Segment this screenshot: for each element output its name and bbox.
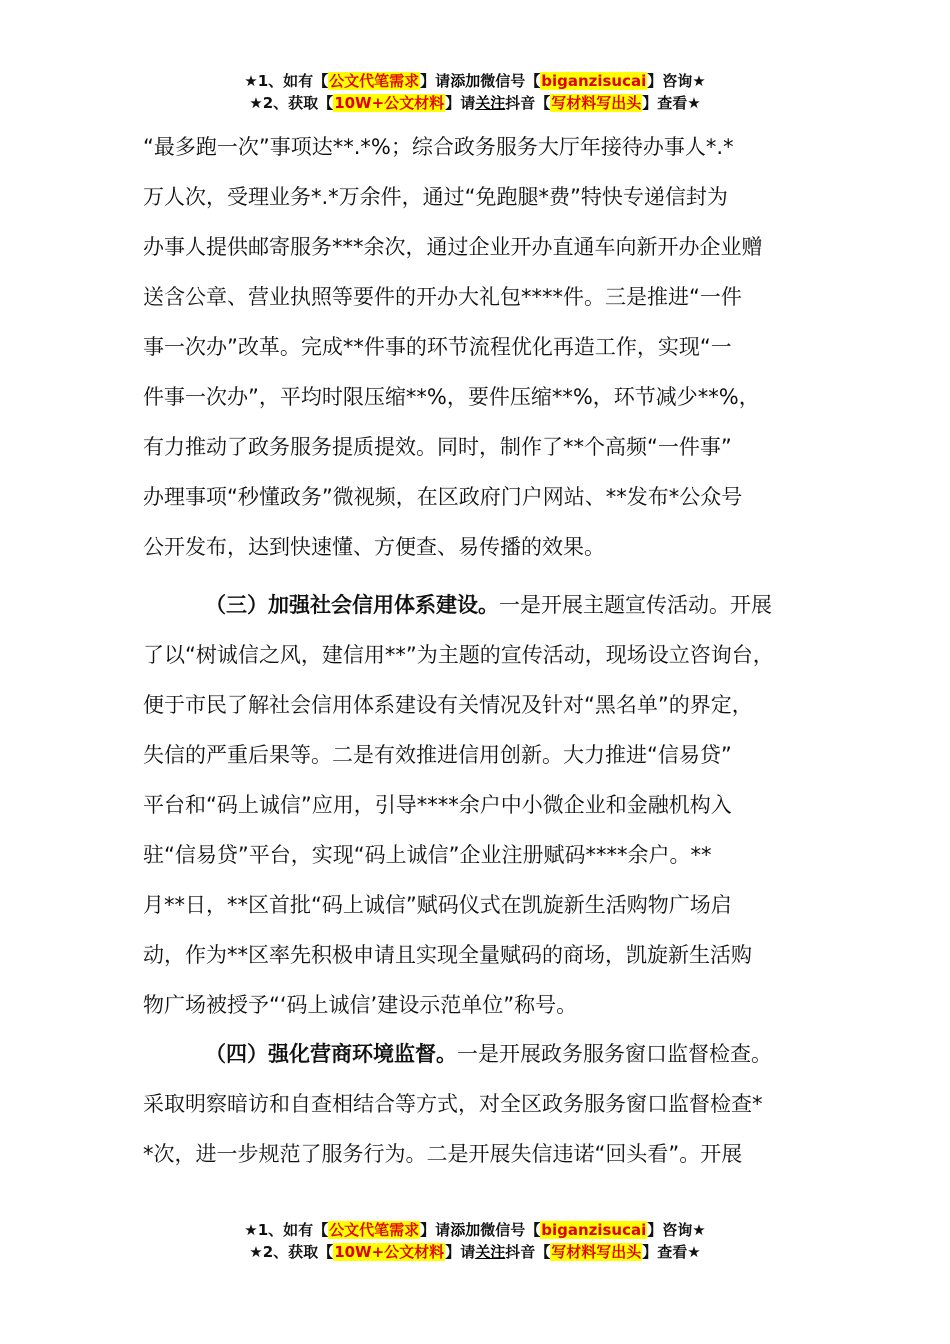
banner-text: 】请 bbox=[445, 1243, 476, 1261]
banner-line-2 bbox=[0, 92, 950, 114]
banner-highlight: 写材料写出头 bbox=[551, 1243, 642, 1261]
text-line: 万人次，受理业务*.*万余件，通过“免跑腿*费”特快专递信封为 bbox=[143, 185, 728, 209]
banner-text: ★1、如有【 bbox=[244, 1221, 329, 1239]
text-line: 有力推动了政务服务提质提效。同时，制作了**个高频“一件事” bbox=[143, 435, 732, 459]
banner-text: 】请 bbox=[420, 1221, 451, 1239]
text-line: 月**日，**区首批“码上诚信”赋码仪式在凯旋新生活购物广场启 bbox=[143, 893, 732, 917]
banner-text: 】咨询★ bbox=[647, 1221, 706, 1239]
banner-text: 抖音【 bbox=[505, 94, 551, 112]
banner-highlight: 10W+公文材料 bbox=[334, 1243, 445, 1261]
text-line: 动，作为**区率先积极申请且实现全量赋码的商场，凯旋新生活购 bbox=[143, 943, 752, 967]
text-line: 采取明察暗访和自查相结合等方式，对全区政务服务窗口监督检查* bbox=[143, 1092, 763, 1116]
paragraph-business-environment bbox=[143, 1029, 823, 1179]
text-line: 公开发布，达到快速懂、方便查、易传播的效果。 bbox=[143, 535, 605, 559]
text-line: *次，进一步规范了服务行为。二是开展失信违诺“回头看”。开展 bbox=[143, 1142, 743, 1166]
banner-highlight: 公文代笔需求 bbox=[329, 1221, 420, 1239]
paragraph-credit-system bbox=[143, 580, 823, 1030]
text-line: 驻“信易贷”平台，实现“码上诚信”企业注册赋码****余户。** bbox=[143, 843, 712, 867]
banner-text: 微信号【 bbox=[480, 1221, 541, 1239]
banner-emphasis: 添加 bbox=[450, 1221, 481, 1239]
section-heading: （三）加强社会信用体系建设。 bbox=[205, 593, 499, 617]
banner-highlight: 公文代笔需求 bbox=[329, 72, 420, 90]
text-line: 办事人提供邮寄服务***余次，通过企业开办直通车向新开办企业赠 bbox=[143, 235, 763, 259]
banner-text: 】查看★ bbox=[642, 1243, 701, 1261]
banner-emphasis: 添加 bbox=[450, 72, 481, 90]
banner-text: 微信号【 bbox=[480, 72, 541, 90]
text-line: 物广场被授予“‘码上诚信’建设示范单位”称号。 bbox=[143, 993, 578, 1017]
footer-banner bbox=[0, 1219, 950, 1263]
banner-line-1 bbox=[0, 70, 950, 92]
banner-text: 抖音【 bbox=[505, 1243, 551, 1261]
banner-line-1 bbox=[0, 1219, 950, 1241]
text-line: 办理事项“秒懂政务”微视频，在区政府门户网站、**发布*公众号 bbox=[143, 485, 743, 509]
banner-text: 】请 bbox=[420, 72, 451, 90]
text-line: 了以“树诚信之风，建信用**”为主题的宣传活动，现场设立咨询台， bbox=[143, 643, 774, 667]
banner-highlight: biganzisucai bbox=[541, 1221, 647, 1239]
banner-highlight: 写材料写出头 bbox=[551, 94, 642, 112]
section-heading: （四）强化营商环境监督。 bbox=[205, 1042, 457, 1066]
banner-text: 】咨询★ bbox=[647, 72, 706, 90]
text-line: “最多跑一次”事项达**.*%；综合政务服务大厅年接待办事人*.* bbox=[143, 135, 734, 159]
heading-rest: 一是开展主题宣传活动。开展 bbox=[499, 593, 772, 617]
text-line: 失信的严重后果等。二是有效推进信用创新。大力推进“信易贷” bbox=[143, 743, 732, 767]
banner-emphasis: 关注 bbox=[475, 94, 506, 112]
text-line: 件事一次办”，平均时限压缩**%，要件压缩**%，环节减少**%， bbox=[143, 385, 760, 409]
text-line bbox=[143, 1029, 823, 1079]
banner-text: ★2、获取【 bbox=[249, 94, 334, 112]
banner-text: 】请 bbox=[445, 94, 476, 112]
paragraph-continued bbox=[143, 122, 823, 572]
heading-rest: 一是开展政务服务窗口监督检查。 bbox=[457, 1042, 772, 1066]
banner-text: 】查看★ bbox=[642, 94, 701, 112]
text-line bbox=[143, 580, 823, 630]
text-line: 送含公章、营业执照等要件的开办大礼包****件。三是推进“一件 bbox=[143, 285, 742, 309]
text-line: 平台和“码上诚信”应用，引导****余户中小微企业和金融机构入 bbox=[143, 793, 732, 817]
banner-line-2 bbox=[0, 1241, 950, 1263]
banner-highlight: biganzisucai bbox=[541, 72, 647, 90]
text-line: 便于市民了解社会信用体系建设有关情况及针对“黑名单”的界定， bbox=[143, 693, 753, 717]
text-line: 事一次办”改革。完成**件事的环节流程优化再造工作，实现“一 bbox=[143, 335, 732, 359]
banner-highlight: 10W+公文材料 bbox=[334, 94, 445, 112]
banner-emphasis: 关注 bbox=[475, 1243, 506, 1261]
banner-text: ★2、获取【 bbox=[249, 1243, 334, 1261]
header-banner bbox=[0, 70, 950, 114]
banner-text: ★1、如有【 bbox=[244, 72, 329, 90]
